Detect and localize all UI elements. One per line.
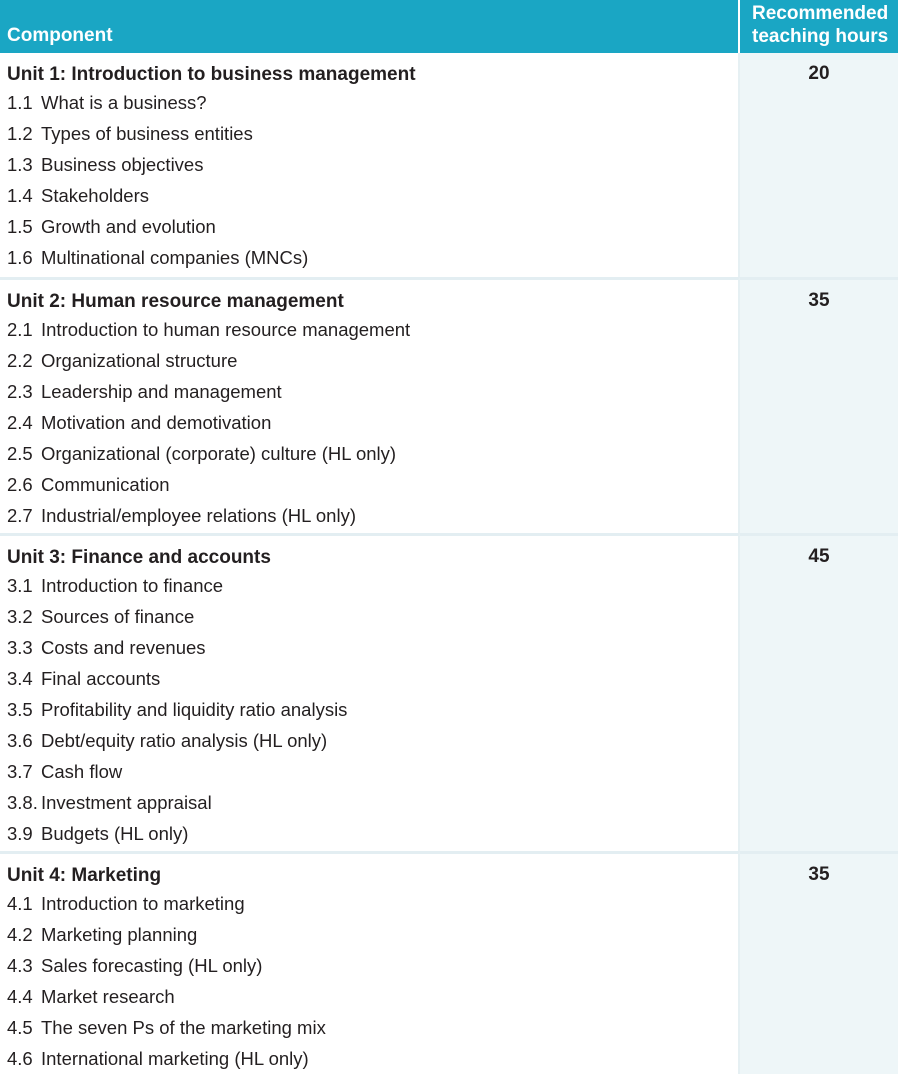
topic-label: Motivation and demotivation bbox=[41, 412, 272, 433]
topic-number: 1.3 bbox=[7, 154, 33, 175]
topic-label: Profitability and liquidity ratio analysis bbox=[41, 699, 348, 720]
topic-number: 3.1 bbox=[7, 575, 33, 596]
topic-item bbox=[7, 818, 738, 849]
topic-number: 2.1 bbox=[7, 319, 33, 340]
topic-number: 3.7 bbox=[7, 761, 33, 782]
topic-label: Cash flow bbox=[41, 761, 123, 782]
topic-label: Costs and revenues bbox=[41, 637, 206, 658]
topic-label: Market research bbox=[41, 986, 175, 1007]
topic-number: 3.6 bbox=[7, 730, 33, 751]
topic-label: Business objectives bbox=[41, 154, 204, 175]
topic-label: Sales forecasting (HL only) bbox=[41, 955, 263, 976]
header-hours-line2: teaching hours bbox=[752, 26, 889, 47]
topic-label: Introduction to marketing bbox=[41, 893, 245, 914]
topic-number: 4.3 bbox=[7, 955, 33, 976]
unit-3-hours: 45 bbox=[740, 533, 898, 851]
topic-number: 3.4 bbox=[7, 668, 33, 689]
topic-label: Sources of finance bbox=[41, 606, 195, 627]
topic-item bbox=[7, 950, 738, 981]
topic-item bbox=[7, 1012, 738, 1043]
topic-item bbox=[7, 469, 738, 500]
unit-4-hours: 35 bbox=[740, 851, 898, 1074]
topic-item bbox=[7, 725, 738, 756]
topic-label: Organizational structure bbox=[41, 350, 238, 371]
topic-item bbox=[7, 242, 738, 273]
topic-item bbox=[7, 570, 738, 601]
topic-number: 3.5 bbox=[7, 699, 33, 720]
topic-item bbox=[7, 345, 738, 376]
unit-title: Unit 2: Human resource management bbox=[7, 291, 344, 312]
topic-item bbox=[7, 601, 738, 632]
topic-label: Multinational companies (MNCs) bbox=[41, 247, 309, 268]
topic-number: 2.5 bbox=[7, 443, 33, 464]
topic-item bbox=[7, 663, 738, 694]
topic-item bbox=[7, 694, 738, 725]
topic-item bbox=[7, 407, 738, 438]
topic-number: 1.1 bbox=[7, 92, 33, 113]
topic-label: Final accounts bbox=[41, 668, 161, 689]
topic-item bbox=[7, 500, 738, 531]
header-component bbox=[0, 0, 740, 53]
topic-number: 4.1 bbox=[7, 893, 33, 914]
topic-label: Organizational (corporate) culture (HL only) bbox=[41, 443, 397, 464]
unit-2-component bbox=[0, 277, 740, 533]
topic-item bbox=[7, 1043, 738, 1074]
topic-label: Stakeholders bbox=[41, 185, 149, 206]
unit-1-component bbox=[0, 53, 740, 277]
topic-label: Introduction to human resource management bbox=[41, 319, 411, 340]
topic-number: 1.5 bbox=[7, 216, 33, 237]
unit-4-component bbox=[0, 851, 740, 1074]
topic-label: International marketing (HL only) bbox=[41, 1048, 309, 1069]
unit-title: Unit 4: Marketing bbox=[7, 865, 162, 886]
header-hours bbox=[740, 0, 898, 53]
topic-number: 2.4 bbox=[7, 412, 33, 433]
topic-item bbox=[7, 756, 738, 787]
header-hours-line1: Recommended bbox=[752, 3, 889, 24]
topic-label: Investment appraisal bbox=[41, 792, 212, 813]
topic-label: What is a business? bbox=[41, 92, 207, 113]
topic-number: 4.6 bbox=[7, 1048, 33, 1069]
topic-item bbox=[7, 888, 738, 919]
topic-number: 1.6 bbox=[7, 247, 33, 268]
topic-item bbox=[7, 632, 738, 663]
topic-item bbox=[7, 87, 738, 118]
topic-item bbox=[7, 180, 738, 211]
topic-number: 4.4 bbox=[7, 986, 33, 1007]
topic-number: 2.3 bbox=[7, 381, 33, 402]
topic-number: 3.8. bbox=[7, 792, 38, 813]
topic-number: 2.6 bbox=[7, 474, 33, 495]
topic-label: Marketing planning bbox=[41, 924, 198, 945]
topic-item bbox=[7, 118, 738, 149]
topic-label: The seven Ps of the marketing mix bbox=[41, 1017, 326, 1038]
topic-label: Debt/equity ratio analysis (HL only) bbox=[41, 730, 328, 751]
topic-item bbox=[7, 211, 738, 242]
topic-label: Types of business entities bbox=[41, 123, 253, 144]
unit-title: Unit 1: Introduction to business management bbox=[7, 64, 416, 85]
topic-item bbox=[7, 314, 738, 345]
topic-number: 4.5 bbox=[7, 1017, 33, 1038]
topic-label: Growth and evolution bbox=[41, 216, 216, 237]
header-component-label: Component bbox=[7, 25, 113, 46]
topic-label: Leadership and management bbox=[41, 381, 282, 402]
topic-number: 1.4 bbox=[7, 185, 33, 206]
topic-number: 1.2 bbox=[7, 123, 33, 144]
topic-label: Industrial/employee relations (HL only) bbox=[41, 505, 356, 526]
topic-label: Budgets (HL only) bbox=[41, 823, 189, 844]
topic-number: 2.2 bbox=[7, 350, 33, 371]
unit-1-hours: 20 bbox=[740, 53, 898, 277]
unit-3-component bbox=[0, 533, 740, 851]
topic-item bbox=[7, 787, 738, 818]
unit-2-hours: 35 bbox=[740, 277, 898, 533]
topic-number: 3.2 bbox=[7, 606, 33, 627]
topic-item bbox=[7, 438, 738, 469]
unit-title: Unit 3: Finance and accounts bbox=[7, 547, 271, 568]
topic-label: Introduction to finance bbox=[41, 575, 224, 596]
topic-number: 3.3 bbox=[7, 637, 33, 658]
topic-item bbox=[7, 919, 738, 950]
topic-item bbox=[7, 149, 738, 180]
topic-number: 2.7 bbox=[7, 505, 33, 526]
topic-item bbox=[7, 376, 738, 407]
topic-item bbox=[7, 981, 738, 1012]
topic-number: 4.2 bbox=[7, 924, 33, 945]
topic-number: 3.9 bbox=[7, 823, 33, 844]
topic-label: Communication bbox=[41, 474, 170, 495]
